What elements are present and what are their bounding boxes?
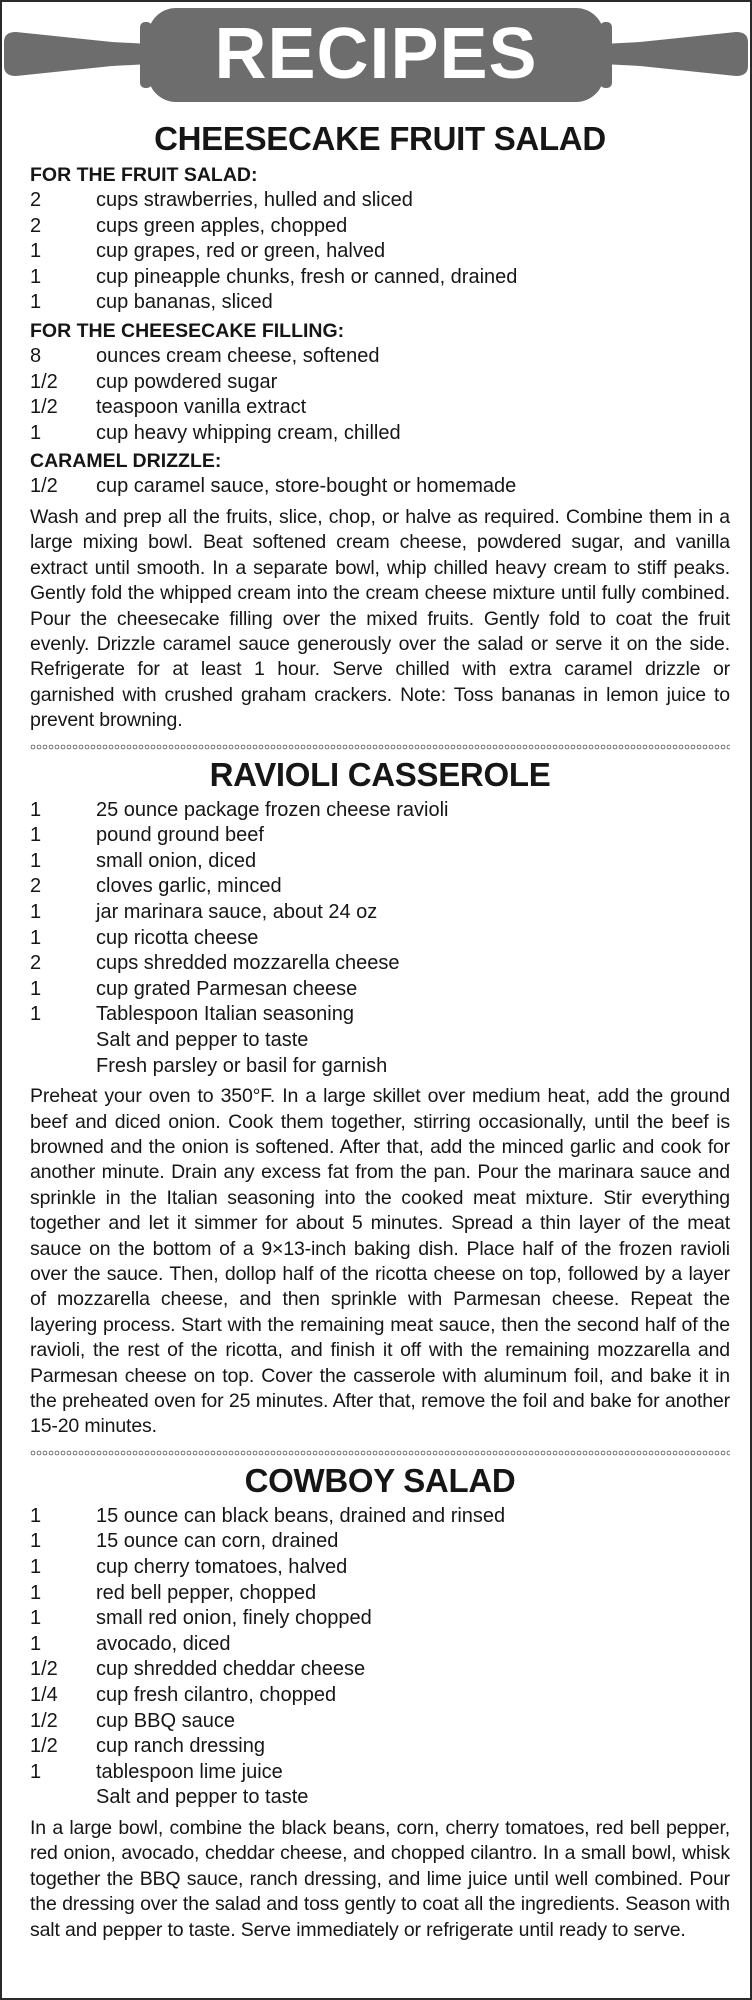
ingredient-row bbox=[30, 1581, 730, 1607]
ingredient-row bbox=[30, 239, 730, 265]
section-label: FOR THE CHEESECAKE FILLING: bbox=[30, 319, 345, 342]
ingredient-row bbox=[30, 214, 730, 240]
ingredient-quantity: 2 bbox=[30, 214, 42, 237]
ingredient-quantity: 1 bbox=[30, 1607, 42, 1630]
ingredient-row bbox=[30, 344, 730, 370]
ingredient-text: Salt and pepper to taste bbox=[96, 1028, 309, 1051]
recipe-title: COWBOY SALAD bbox=[244, 1461, 516, 1499]
ingredient-row bbox=[30, 1734, 730, 1760]
ingredient-quantity: 1/2 bbox=[30, 1735, 58, 1758]
ingredient-row bbox=[30, 265, 730, 291]
recipe-title: RAVIOLI CASSEROLE bbox=[209, 755, 551, 793]
ingredient-text: 15 ounce can corn, drained bbox=[96, 1530, 339, 1553]
ingredient-row bbox=[30, 290, 730, 316]
ingredient-row bbox=[30, 977, 730, 1003]
ingredient-text: cup grated Parmesan cheese bbox=[96, 977, 358, 1000]
recipe-instructions: Preheat your oven to 350°F. In a large skillet over medium heat, add the ground beef and diced onion. Cook them together, stirring occasionally, until the beef is browned and the onion is softened. After that, add the minced garlic and cook for another minute. Drain any excess fat from the pan. Pour the marinara sauce and sprinkle in the Italian seasoning into the cooked meat mixture. Stir everything together and let it simmer for about 5 minutes. Spread a thin layer of the meat sauce on the bottom of a 9×13-inch baking dish. Place half of the frozen ravioli over the sauce. Then, dollop half of the ricotta cheese on top, followed by a layer of mozzarella cheese, and then sprinkle with Parmesan cheese. Repeat the layering process. Start with the remaining meat sauce, then the second half of the ravioli, the rest of the ricotta, and finish it off with the remaining mozzarella and Parmesan cheese on top. Cover the casserole with aluminum foil, and bake it in the preheated oven for 25 minutes. After that, remove the foil and bake for another 15-20 minutes. bbox=[30, 1085, 730, 1438]
ingredient-quantity: 1 bbox=[30, 1003, 42, 1026]
ingredient-quantity: 1 bbox=[30, 1530, 42, 1553]
ingredient-text: cup heavy whipping cream, chilled bbox=[96, 421, 401, 444]
ingredient-text: red bell pepper, chopped bbox=[96, 1581, 317, 1604]
ingredient-row bbox=[30, 1028, 730, 1054]
ingredient-text: ounces cream cheese, softened bbox=[96, 344, 380, 367]
ingredient-text: cup ricotta cheese bbox=[96, 926, 259, 949]
ingredient-text: cups shredded mozzarella cheese bbox=[96, 952, 400, 975]
ingredient-quantity: 1 bbox=[30, 1760, 42, 1783]
ingredient-quantity: 1 bbox=[30, 1581, 42, 1604]
ingredient-row bbox=[30, 1529, 730, 1555]
ingredient-quantity bbox=[30, 1054, 96, 1080]
ingredient-quantity: 1/2 bbox=[30, 1658, 58, 1681]
ingredient-text: cup grapes, red or green, halved bbox=[96, 240, 386, 263]
recipes-container bbox=[2, 120, 750, 1943]
ingredient-quantity: 1 bbox=[30, 291, 42, 314]
ingredient-quantity: 2 bbox=[30, 952, 42, 975]
ingredient-quantity: 1 bbox=[30, 849, 42, 872]
ingredient-row bbox=[30, 188, 730, 214]
ingredient-row bbox=[30, 1657, 730, 1683]
ingredient-quantity: 1 bbox=[30, 1504, 42, 1527]
ingredient-row bbox=[30, 1683, 730, 1709]
ingredient-text: Fresh parsley or basil for garnish bbox=[96, 1054, 388, 1077]
ingredient-text: pound ground beef bbox=[96, 824, 264, 847]
ingredient-quantity: 1 bbox=[30, 798, 42, 821]
ingredient-quantity bbox=[30, 1785, 96, 1811]
ingredient-text: small onion, diced bbox=[96, 849, 257, 872]
ingredient-row bbox=[30, 421, 730, 447]
ingredient-quantity: 1/2 bbox=[30, 475, 58, 498]
ingredient-row bbox=[30, 849, 730, 875]
recipe-instructions: In a large bowl, combine the black beans, corn, cherry tomatoes, red bell pepper, red onion, avocado, cheddar cheese, and chopped cilantro. In a small bowl, whisk together the BBQ sauce, ranch dressing, and lime juice until well combined. Pour the dressing over the salad and toss gently to coat all the ingredients. Season with salt and pepper to taste. Serve immediately or refrigerate until ready to serve. bbox=[30, 1816, 730, 1941]
ingredient-quantity: 1 bbox=[30, 824, 42, 847]
ingredient-row bbox=[30, 1709, 730, 1735]
section-label: CARAMEL DRIZZLE: bbox=[30, 450, 222, 473]
ingredient-quantity: 2 bbox=[30, 875, 42, 898]
ingredient-quantity: 1 bbox=[30, 926, 42, 949]
ingredient-text: cup powdered sugar bbox=[96, 370, 278, 393]
ingredient-row bbox=[30, 1002, 730, 1028]
ingredient-row bbox=[30, 1054, 730, 1080]
ingredient-quantity: 1 bbox=[30, 977, 42, 1000]
ingredient-text: tablespoon lime juice bbox=[96, 1760, 283, 1783]
ingredient-text: 15 ounce can black beans, drained and rinsed bbox=[96, 1504, 506, 1527]
ingredient-text: cloves garlic, minced bbox=[96, 875, 282, 898]
ingredient-row bbox=[30, 1606, 730, 1632]
ingredient-text: cups strawberries, hulled and sliced bbox=[96, 189, 413, 211]
ingredient-row bbox=[30, 823, 730, 849]
ingredient-quantity: 1/4 bbox=[30, 1683, 58, 1706]
ingredient-text: cup caramel sauce, store-bought or homemade bbox=[96, 475, 517, 498]
ingredient-text: cup pineapple chunks, fresh or canned, drained bbox=[96, 265, 518, 288]
ingredient-quantity: 1/2 bbox=[30, 370, 58, 393]
ingredient-quantity bbox=[30, 1028, 96, 1054]
ingredient-text: teaspoon vanilla extract bbox=[96, 396, 307, 419]
ingredient-row bbox=[30, 874, 730, 900]
ingredient-text: cups green apples, chopped bbox=[96, 214, 348, 237]
ingredient-row bbox=[30, 1632, 730, 1658]
ingredient-text: cup fresh cilantro, chopped bbox=[96, 1683, 337, 1706]
ingredient-row bbox=[30, 1504, 730, 1530]
banner-title: RECIPES bbox=[214, 14, 538, 94]
ingredient-text: jar marinara sauce, about 24 oz bbox=[96, 900, 378, 923]
ingredient-row bbox=[30, 1785, 730, 1811]
ingredient-text: small red onion, finely chopped bbox=[96, 1607, 372, 1630]
ingredient-quantity: 1 bbox=[30, 240, 42, 263]
ingredient-text: cup BBQ sauce bbox=[96, 1709, 235, 1732]
ingredient-quantity: 1/2 bbox=[30, 396, 58, 419]
ingredient-row bbox=[30, 474, 730, 500]
ingredient-quantity: 1 bbox=[30, 421, 42, 444]
recipe-instructions: Wash and prep all the fruits, slice, chop, or halve as required. Combine them in a large mixing bowl. Beat softened cream cheese, powdered sugar, and vanilla extract until smooth. In a separate bowl, whip chilled heavy cream to stiff peaks. Gently fold the whipped cream into the cream cheese mixture until fully combined. Pour the cheesecake filling over the mixed fruits. Gently fold to coat the fruit evenly. Drizzle caramel sauce generously over the salad or serve it on the side. Refrigerate for at least 1 hour. Serve chilled with extra caramel drizzle or garnished with crushed graham crackers. Note: Toss bananas in lemon juice to prevent browning. bbox=[30, 505, 730, 732]
ingredient-quantity: 1 bbox=[30, 1632, 42, 1655]
recipes-banner bbox=[2, 2, 750, 114]
ingredient-row bbox=[30, 798, 730, 824]
dotted-divider bbox=[30, 1450, 730, 1456]
recipe-block bbox=[30, 1462, 730, 1943]
ingredient-quantity: 8 bbox=[30, 344, 42, 367]
ingredient-row bbox=[30, 900, 730, 926]
ingredient-row bbox=[30, 926, 730, 952]
ingredient-text: cup bananas, sliced bbox=[96, 291, 273, 314]
ingredient-row bbox=[30, 951, 730, 977]
ingredient-row bbox=[30, 395, 730, 421]
ingredient-text: Tablespoon Italian seasoning bbox=[96, 1003, 354, 1026]
ingredient-quantity: 1 bbox=[30, 265, 42, 288]
ingredient-text: cup shredded cheddar cheese bbox=[96, 1658, 366, 1681]
ingredient-row bbox=[30, 370, 730, 396]
section-label: FOR THE FRUIT SALAD: bbox=[30, 164, 258, 186]
ingredient-row bbox=[30, 1760, 730, 1786]
recipe-block bbox=[30, 120, 730, 734]
recipe-block bbox=[30, 756, 730, 1440]
ingredient-row bbox=[30, 1555, 730, 1581]
recipe-title: CHEESECAKE FRUIT SALAD bbox=[154, 120, 606, 157]
ingredient-text: 25 ounce package frozen cheese ravioli bbox=[96, 798, 449, 821]
ingredient-quantity: 1 bbox=[30, 1556, 42, 1578]
ingredient-text: cup cherry tomatoes, halved bbox=[96, 1556, 348, 1578]
ingredient-text: avocado, diced bbox=[96, 1632, 231, 1655]
ingredient-text: Salt and pepper to taste bbox=[96, 1786, 309, 1809]
ingredient-text: cup ranch dressing bbox=[96, 1735, 265, 1758]
ingredient-quantity: 1 bbox=[30, 900, 42, 923]
ingredient-quantity: 1/2 bbox=[30, 1709, 58, 1732]
dotted-divider bbox=[30, 744, 730, 750]
ingredient-quantity: 2 bbox=[30, 189, 42, 211]
